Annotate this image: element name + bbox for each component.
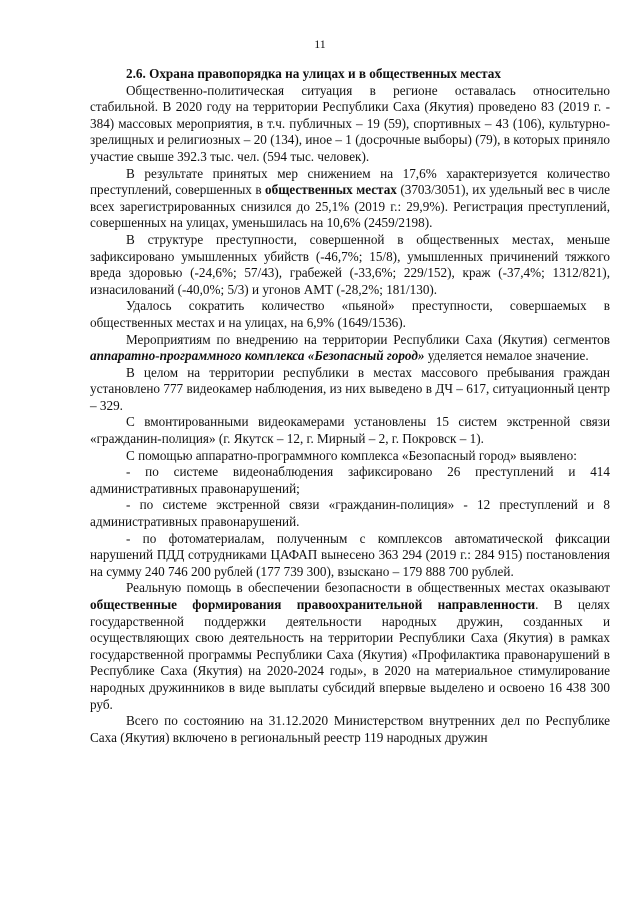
section-title: 2.6. Охрана правопорядка на улицах и в общественных местах	[126, 66, 501, 81]
list-item-emergency: - по системе экстренной связи «гражданин-полиция» - 12 преступлений и 8 административных правонарушений.	[90, 497, 610, 530]
paragraph-text: (3703/3051), их удельный вес в числе всех зарегистрированных снизился до 25,1% (2019 г.: 29,9%). Регистрация преступлений, совершенных на улицах, уменьшилась на 10,6% (2459/2198).	[90, 182, 611, 231]
paragraph-cameras: В целом на территории республики в местах массового пребывания граждан установлено 777 видеокамер наблюдения, из них выведено в ДЧ – 617, ситуационный центр – 329.	[90, 364, 610, 413]
paragraph-text: В результате принятых мер снижением на 17,6% характеризуется количество преступлений, совершенных в	[90, 165, 610, 198]
paragraph-text: уделяется немалое значение.	[424, 348, 589, 364]
paragraph-registry: Всего по состоянию на 31.12.2020 Министерством внутренних дел по Республике Саха (Якутия) включено в региональный реестр 119 народных дружин	[90, 713, 610, 745]
list-item-photo: - по фотоматериалам, полученным с комплексов автоматической фиксации нарушений ПДД сотрудниками ЦАФАП вынесено 363 294 (2019 г.: 284 915) постановления на сумму 240 746 200 рублей (177 739 300), взыскано – 179 888 700 рублей.	[90, 530, 610, 579]
body-text	[90, 66, 610, 746]
paragraph-text: . В целях государственной поддержки деятельности народных дружин, созданных и осуществляющих свою деятельность на территории Республики Саха (Якутия) в рамках государственной программы Республики Саха (Якутия) «Профилактика правонарушений в Республике Саха (Якутия) на 2020-2024 годы», в 2020 на материальное стимулирование народных дружинников в виде выплаты субсидий впервые выделено и освоено 16 438 300 руб.	[90, 597, 610, 712]
list-item-video: - по системе видеонаблюдения зафиксировано 26 преступлений и 414 административных правонарушений;	[90, 464, 610, 496]
paragraph-drunk-crime: Удалось сократить количество «пьяной» преступности, совершаемых в общественных местах и на улицах, на 6,9% (1649/1536).	[90, 298, 610, 330]
paragraph-public-places-crime	[90, 166, 610, 232]
emphasis-safe-city: аппаратно-программного комплекса «Безопасный город»	[90, 348, 425, 364]
paragraph-crime-structure: В структуре преступности, совершенной в общественных местах, меньше зафиксировано умышленных убийств (-46,7%; 15/8), умышленных причинений тяжкого вреда здоровью (-24,6%; 57/43), грабежей (-33,6%; 229/152), краж (-37,4%; 1312/821), изнасилований (-40,0%; 5/3) и угонов АМТ (-28,2%; 181/130).	[90, 231, 610, 297]
paragraph-public-formations	[90, 580, 610, 713]
paragraph-text: Реальную помощь в обеспечении безопасности в общественных местах оказывают	[126, 580, 610, 596]
page-number: 11	[314, 37, 326, 51]
paragraph-detected-intro: С помощью аппаратно-программного комплекса «Безопасный город» выявлено:	[126, 447, 577, 463]
paragraph-emergency-systems: С вмонтированными видеокамерами установлены 15 систем экстренной связи «гражданин-полиция» (г. Якутск – 12, г. Мирный – 2, г. Покровск – 1).	[90, 414, 610, 447]
emphasis-public-formations: общественные формирования правоохранительной направленности	[90, 597, 536, 612]
paragraph-public-events: Общественно-политическая ситуация в регионе оставалась относительно стабильной. В 2020 году на территории Республики Саха (Якутия) проведено 83 (2019 г. - 384) массовых мероприятия, в т.ч. публичных – 19 (59), спортивных – 43 (106), культурно-зрелищных и религиозных – 20 (134), иное – 1 (досрочные выборы) (79), в которых приняло участие свыше 392.3 тыс. чел. (594 тыс. человек).	[90, 82, 610, 164]
paragraph-safe-city	[90, 332, 610, 365]
emphasis-public-places: общественных местах	[265, 182, 397, 198]
paragraph-text: Мероприятиям по внедрению на территории Республики Саха (Якутия) сегментов	[126, 331, 610, 347]
